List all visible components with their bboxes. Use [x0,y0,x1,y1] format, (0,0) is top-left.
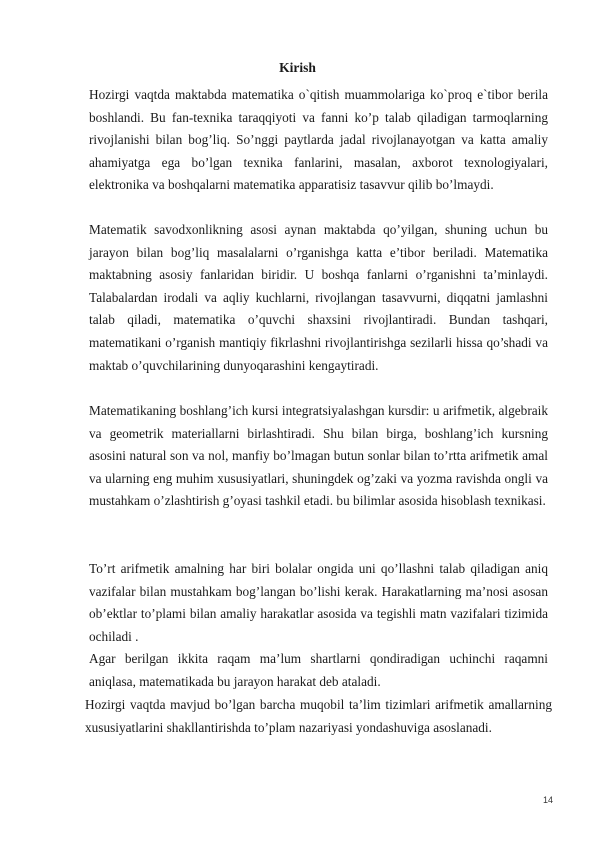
paragraph-6: Hozirgi vaqtda mavjud bo’lgan barcha muqobil ta’lim tizimlari arifmetik amallarning xususiyatlarini shakllantirishda to’plam nazariyasi yondashuviga asoslanadi. [85,697,552,735]
paragraph-5: Agar berilgan ikkita raqam ma’lum shartlarni qondiradigan uchinchi raqamni aniqlasa, matematikada bu jarayon harakat deb ataladi. [89,651,548,689]
page-number: 14 [542,795,553,805]
paragraph-3: Matematikaning boshlang’ich kursi integratsiyalashgan kursdir: u arifmetik, algebraik va geometrik materiallarni birlashtiradi. Shu bilan birga, boshlang’ich kursning asosini natural son va nol, manfiy bo’lmagan butun sonlar bilan to’rtta arifmetik amal va ularning eng muhim xususiyatlari, shuningdek og’zaki va yozma ravishda ongli va mustahkam o’zlashtirish g’oyasi tashkil etadi. bu bilimlar asosida hisoblash texnikasi. [89,403,548,509]
paragraph-4: To’rt arifmetik amalning har biri bolalar ongida uni qo’llashni talab qiladigan aniq vazifalar bilan mustahkam bog’langan bo’lishi kerak. Harakatlarning ma’nosi asosan ob’ektlar to’plami bilan amaliy harakatlar asosida va tegishli matn vazifalari tizimida ochiladi . [89,561,548,644]
paragraph-2: Matematik savodxonlikning asosi aynan maktabda qo’yilgan, shuning uchun bu jarayon bilan bog’liq masalalarni o’rganishga katta e’tibor beriladi. Matematika maktabning asosiy fanlaridan biridir. U boshqa fanlarni o’rganishni ta’minlaydi. Talabalardan irodali va aqliy kuchlarni, rivojlangan tasavvurni, diqqatni jamlashni talab qiladi, matematika o’quvchi shaxsini rivojlantiradi. Bundan tashqari, matematikani o’rganish mantiqiy fikrlashni rivojlantirishga sezilarli hissa qo’shadi va maktab o’quvchilarining dunyoqarashini kengaytiradi. [89,222,548,373]
page-title: Kirish [279,60,316,75]
paragraph-1: Hozirgi vaqtda maktabda matematika o`qitish muammolariga ko`proq e`tibor berila boshlandi. Bu fan-texnika taraqqiyoti va fanni ko’p talab qiladigan tarmoqlarning rivojlanishi bilan bog’liq. So’nggi paytlarda jadal rivojlanayotgan va katta amaliy ahamiyatga ega bo’lgan texnika fanlarini, masalan, axborot texnologiyalari, elektronika va boshqalarni matematika apparatisiz tasavvur qilib bo’lmaydi. [89,87,548,193]
